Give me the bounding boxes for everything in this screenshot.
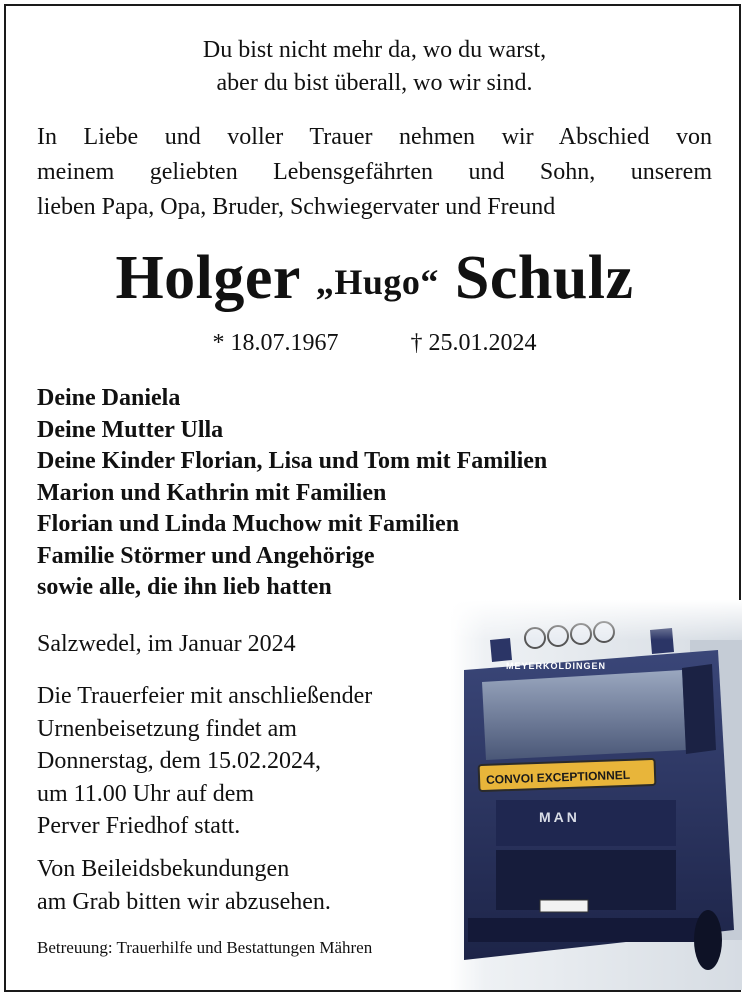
mourner-line: Deine Daniela	[37, 385, 181, 411]
ceremony-line: Perver Friedhof statt.	[37, 813, 241, 839]
life-dates	[0, 327, 749, 359]
quote-line: aber du bist überall, wo wir sind.	[216, 70, 533, 96]
mourner-line: Familie Störmer und Angehörige	[37, 542, 375, 569]
mourner-line: Marion und Kathrin mit Familien	[37, 479, 387, 506]
mourner-line: Deine Mutter Ulla	[37, 416, 224, 443]
ceremony-line: Die Trauerfeier mit anschließender	[37, 683, 373, 709]
mourner-line: sowie alle, die ihn lieb hatten	[37, 574, 332, 600]
wheel	[694, 910, 722, 970]
condolence-line: am Grab bitten wir abzusehen.	[37, 888, 331, 915]
funeral-service-credit: Betreuung: Trauerhilfe und Bestattungen Mähren	[37, 938, 373, 957]
intro-line: lieben Papa, Opa, Bruder, Schwiegervater und Freund	[37, 194, 556, 220]
side-mirror	[682, 664, 716, 754]
last-name: Schulz	[454, 244, 634, 312]
ceremony-line: Urnenbeisetzung findet am	[37, 715, 297, 742]
roof-sign-text: MEYERKOLDINGEN	[506, 661, 607, 671]
intro-line: meinem geliebten Lebensgefährten und Sohn, unserem	[37, 159, 712, 185]
condolence-line: Von Beileidsbekundungen	[37, 856, 290, 882]
intro-text	[37, 120, 712, 225]
bumper	[468, 918, 714, 942]
birth-date: * 18.07.1967	[212, 330, 339, 356]
ceremony-info	[37, 680, 372, 843]
photo-fade	[450, 600, 742, 640]
mourner-line: Florian und Linda Muchow mit Familien	[37, 511, 460, 537]
ceremony-line: Donnerstag, dem 15.02.2024,	[37, 748, 321, 774]
grille	[496, 800, 676, 846]
opening-quote	[0, 34, 749, 100]
death-date: † 25.01.2024	[410, 330, 537, 356]
intro-line: In Liebe und voller Trauer nehmen wir Abschied von	[37, 124, 712, 150]
mourner-line: Deine Kinder Florian, Lisa und Tom mit Familien	[37, 448, 548, 474]
condolence-note	[37, 853, 331, 918]
first-name: Holger	[115, 244, 300, 312]
quote-line: Du bist nicht mehr da, wo du warst,	[202, 37, 547, 63]
place-date: Salzwedel, im Januar 2024	[37, 631, 296, 657]
deceased-name	[0, 240, 749, 320]
windshield	[482, 670, 686, 760]
ceremony-line: um 11.00 Uhr auf dem	[37, 780, 255, 807]
mourners-list	[37, 383, 717, 604]
brand-logo-text: MAN	[539, 809, 580, 825]
nickname: „Hugo“	[315, 262, 439, 302]
license-plate	[540, 900, 588, 912]
truck-photo	[450, 600, 742, 990]
banner-text: CONVOI EXCEPTIONNEL	[485, 767, 631, 787]
